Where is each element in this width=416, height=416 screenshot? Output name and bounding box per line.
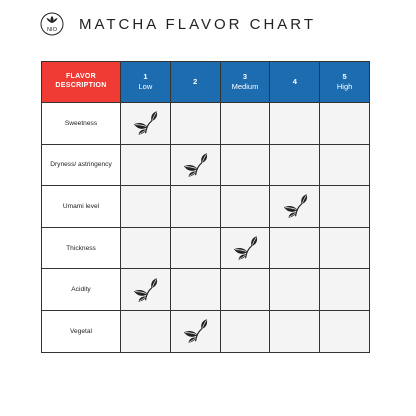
level-number: 3 (242, 71, 248, 81)
table-row (42, 269, 370, 311)
table-row (42, 186, 370, 228)
level-cell (320, 310, 370, 352)
page-header (40, 10, 316, 38)
flavor-label: Acidity (42, 269, 121, 311)
lotus-logo-icon (40, 12, 64, 36)
level-word: High (336, 82, 353, 91)
level-cell (270, 310, 320, 352)
flavor-label: Vegetal (42, 310, 121, 352)
level-cell (320, 144, 370, 186)
level-cell (320, 186, 370, 228)
level-header-5 (320, 62, 370, 103)
level-word: Medium (231, 82, 259, 91)
level-cell (270, 186, 320, 228)
level-cell (220, 186, 270, 228)
level-cell (170, 269, 220, 311)
table-row (42, 144, 370, 186)
level-cell (220, 144, 270, 186)
level-cell (220, 269, 270, 311)
level-number: 4 (292, 76, 297, 86)
chart-body (42, 103, 370, 353)
flavor-description-header (42, 62, 121, 103)
tea-leaves-icon (182, 318, 208, 344)
level-cell (270, 227, 320, 269)
level-cell (320, 227, 370, 269)
flavor-label: Dryness/ astringency (42, 144, 121, 186)
flavor-label: Umami level (42, 186, 121, 228)
level-cell (270, 269, 320, 311)
flavor-label: Thickness (42, 227, 121, 269)
level-header-4 (270, 62, 320, 103)
flavor-label: Sweetness (42, 103, 121, 145)
corner-line-1: FLAVOR (65, 73, 97, 81)
level-cell (170, 186, 220, 228)
level-cell (121, 144, 171, 186)
level-cell (170, 310, 220, 352)
header-row (42, 62, 370, 103)
level-cell (121, 103, 171, 145)
tea-leaves-icon (282, 193, 308, 219)
level-number: 5 (342, 71, 347, 81)
level-cell (320, 103, 370, 145)
level-cell (170, 144, 220, 186)
table-row (42, 227, 370, 269)
level-cell (170, 227, 220, 269)
level-number: 2 (193, 76, 198, 86)
level-cell (121, 186, 171, 228)
level-cell (121, 269, 171, 311)
level-number: 1 (143, 71, 148, 81)
level-cell (220, 227, 270, 269)
level-header-1 (121, 62, 171, 103)
level-cell (320, 269, 370, 311)
tea-leaves-icon (232, 235, 258, 261)
page-title: MATCHA FLAVOR CHART (79, 15, 317, 33)
logo-text: NIO (47, 26, 57, 33)
flavor-chart-table (41, 61, 370, 353)
level-cell (121, 227, 171, 269)
table-row (42, 310, 370, 352)
tea-leaves-icon (132, 110, 158, 136)
level-cell (220, 310, 270, 352)
tea-leaves-icon (182, 152, 208, 178)
table-row (42, 103, 370, 145)
level-cell (270, 103, 320, 145)
tea-leaves-icon (132, 277, 158, 303)
level-cell (170, 103, 220, 145)
level-header-3 (220, 62, 270, 103)
level-cell (220, 103, 270, 145)
level-word: Low (138, 82, 153, 91)
corner-line-2: DESCRIPTION (55, 82, 107, 89)
level-cell (270, 144, 320, 186)
level-header-2 (170, 62, 220, 103)
level-cell (121, 310, 171, 352)
